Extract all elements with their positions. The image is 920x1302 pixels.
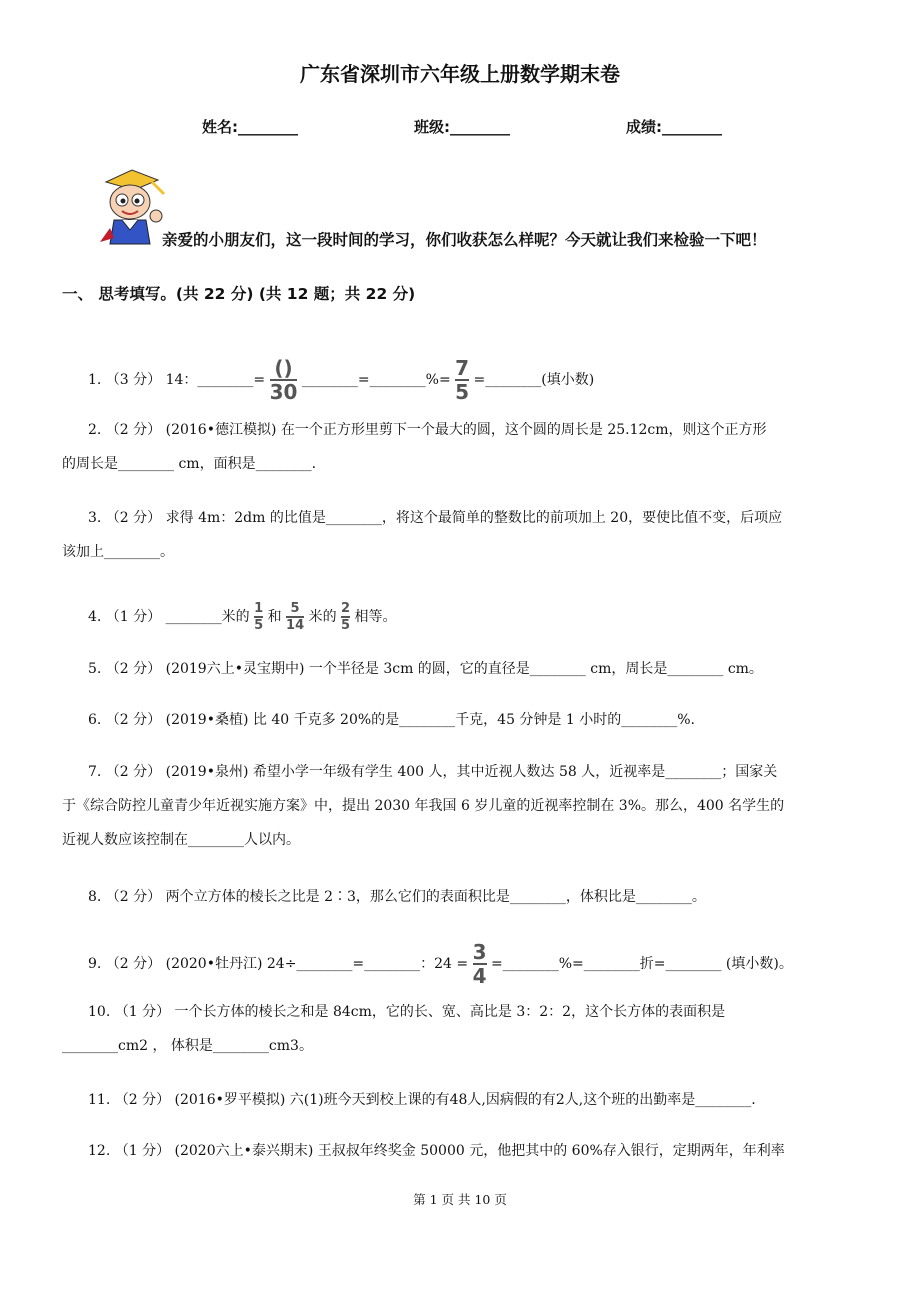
q11-text: 11. （2 分） (2016•罗平模拟) 六(1)班今天到校上课的有48人,因病假的有2人,这个班的出勤率是________.	[88, 1092, 756, 1108]
mascot-doctor-icon	[92, 168, 172, 248]
greeting-text: 亲爱的小朋友们，这一段时间的学习，你们收获怎么样呢？今天就让我们来检验一下吧！	[162, 231, 767, 249]
q10-line-1: 10. （1 分） 一个长方体的棱长之和是 84cm，它的长、宽、高比是 3：2：2，这个长方体的表面积是	[88, 1004, 726, 1020]
q1-fraction-2: $\frac{7}{5}$	[455, 356, 470, 404]
q2-line-1: 2. （2 分） (2016•德江模拟) 在一个正方形里剪下一个最大的圆，这个圆的周长是 25.12cm，则这个正方形	[88, 422, 767, 438]
question-6	[62, 703, 872, 737]
q3-line-2: 该加上________。	[62, 544, 174, 560]
q9-text-a: 9. （2 分） (2020•牡丹江) 24÷________=________：24 =	[88, 956, 469, 972]
q7-line-1: 7. （2 分） (2019•泉州) 希望小学一年级有学生 400 人，其中近视人数达 58 人，近视率是________；国家关	[88, 764, 778, 780]
question-9	[62, 942, 872, 986]
name-field[interactable]: 姓名:________	[202, 118, 298, 136]
q10-line-2: ________cm2 ， 体积是________cm3。	[62, 1038, 313, 1054]
q6-text: 6. （2 分） (2019•桑植) 比 40 千克多 20%的是________千克，45 分钟是 1 小时的________%.	[88, 712, 695, 728]
question-3	[62, 501, 872, 569]
question-1	[62, 358, 872, 402]
q4-text-c: 米的	[308, 609, 337, 625]
q1-text-c: =________(填小数)	[473, 372, 595, 388]
question-10	[62, 995, 872, 1063]
q8-text: 8. （2 分） 两个立方体的棱长之比是 2∶3，那么它们的表面积比是________，体积比是________。	[88, 889, 706, 905]
question-11	[62, 1083, 872, 1117]
q4-fraction-2: $\frac{5}{14}$	[286, 601, 305, 633]
q5-text: 5. （2 分） (2019六上•灵宝期中) 一个半径是 3cm 的圆，它的直径是________ cm，周长是________ cm。	[88, 661, 763, 677]
question-7	[62, 755, 872, 857]
q9-text-b: =________%=________折=________ (填小数)。	[490, 956, 793, 972]
q4-fraction-3: $\frac{2}{5}$	[341, 601, 351, 633]
score-field[interactable]: 成绩:________	[626, 118, 722, 136]
page-title: 广东省深圳市六年级上册数学期末卷	[300, 62, 620, 86]
q4-text-a: 4. （1 分） ________米的	[88, 609, 250, 625]
page-footer: 第 1 页 共 10 页	[413, 1192, 507, 1207]
question-12	[62, 1134, 872, 1168]
question-4	[62, 600, 872, 634]
question-5	[62, 652, 872, 686]
question-8	[62, 880, 872, 914]
q1-fraction-1: $\frac{()}{30}$	[269, 356, 298, 404]
question-2	[62, 413, 872, 481]
q1-text-b: ________=________%=	[301, 372, 451, 388]
section-heading: 一、 思考填写。(共 22 分) (共 12 题；共 22 分)	[62, 285, 416, 303]
q1-text-a: 1. （3 分） 14：________=	[88, 372, 266, 388]
q12-text: 12. （1 分） (2020六上•泰兴期末) 王叔叔年终奖金 50000 元，他把其中的 60%存入银行，定期两年，年利率	[88, 1143, 785, 1159]
q4-fraction-1: $\frac{1}{5}$	[254, 601, 264, 633]
class-field[interactable]: 班级:________	[414, 118, 510, 136]
q7-line-2: 于《综合防控儿童青少年近视实施方案》中，提出 2030 年我国 6 岁儿童的近视率控制在 3%。那么，400 名学生的	[62, 798, 785, 814]
q2-line-2: 的周长是________ cm，面积是________.	[62, 456, 317, 472]
q4-text-d: 相等。	[354, 609, 397, 625]
q7-line-3: 近视人数应该控制在________人以内。	[62, 832, 300, 848]
q9-fraction: $\frac{3}{4}$	[472, 940, 487, 988]
q4-text-b: 和	[267, 609, 282, 625]
q3-line-1: 3. （2 分） 求得 4m：2dm 的比值是________，将这个最简单的整数比的前项加上 20，要使比值不变，后项应	[88, 510, 783, 526]
